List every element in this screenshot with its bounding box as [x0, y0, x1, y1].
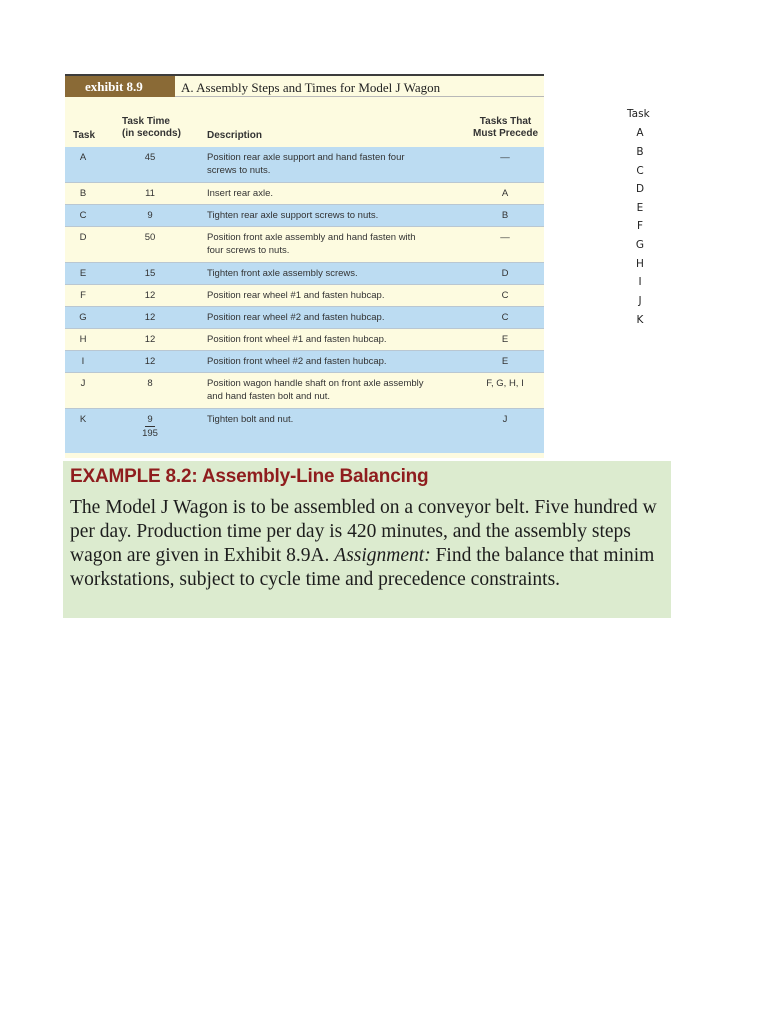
list-item: D — [635, 183, 645, 195]
example-box — [63, 461, 671, 618]
exhibit-rows — [65, 147, 544, 453]
exhibit-badge: exhibit 8.9 — [65, 76, 175, 97]
col-header-task: Task — [73, 130, 96, 141]
list-item: K — [636, 314, 644, 326]
example-heading: EXAMPLE 8.2: Assembly-Line Balancing — [70, 466, 429, 487]
exhibit-table — [65, 74, 544, 458]
example-body: The Model J Wagon is to be assembled on a conveyor belt. Five hundred w per day. Production time per day is 420 minutes, and the assembly steps wagon are given in Exhibit 8.9A. Assignment: Find the balance that minim workstations, subject to cycle time and precedence constraints. — [70, 497, 657, 590]
table-row: D 50 Position front axle assembly and hand fasten with four screws to nuts. — — [65, 227, 544, 263]
table-row: C 9 Tighten rear axle support screws to nuts. B — [65, 205, 544, 227]
list-item: H — [636, 258, 644, 270]
list-item: J — [638, 295, 642, 307]
table-row: K 9 195 Tighten bolt and nut. J — [65, 409, 544, 453]
list-item: A — [636, 127, 644, 139]
col-header-time: Task Time (in seconds) — [122, 116, 181, 139]
table-row: J 8 Position wagon handle shaft on front axle assembly and hand fasten bolt and nut. F, G, H, I — [65, 373, 544, 409]
table-row: G 12 Position rear wheel #2 and fasten hubcap. C — [65, 307, 544, 329]
list-item: F — [636, 220, 644, 232]
col-header-description: Description — [207, 130, 263, 141]
table-row: H 12 Position front wheel #1 and fasten hubcap. E — [65, 329, 544, 351]
col-header-precede: Tasks That Must Precede — [473, 116, 539, 139]
table-row: A 45 Position rear axle support and hand fasten four screws to nuts. — — [65, 147, 544, 183]
task-list-heading: Task — [627, 108, 650, 120]
total-time: 195 — [142, 428, 158, 439]
list-item: B — [636, 146, 644, 158]
table-row: F 12 Position rear wheel #1 and fasten hubcap. C — [65, 285, 544, 307]
list-item: E — [636, 202, 644, 214]
exhibit-title: A. Assembly Steps and Times for Model J Wagon — [181, 80, 441, 95]
table-row: B 11 Insert rear axle. A — [65, 183, 544, 205]
list-item: C — [636, 165, 644, 177]
table-row: E 15 Tighten front axle assembly screws. D — [65, 263, 544, 285]
list-item: G — [635, 239, 645, 251]
table-row: I 12 Position front wheel #2 and fasten hubcap. E — [65, 351, 544, 373]
exhibit-header — [65, 74, 544, 97]
list-item: I — [638, 276, 642, 288]
